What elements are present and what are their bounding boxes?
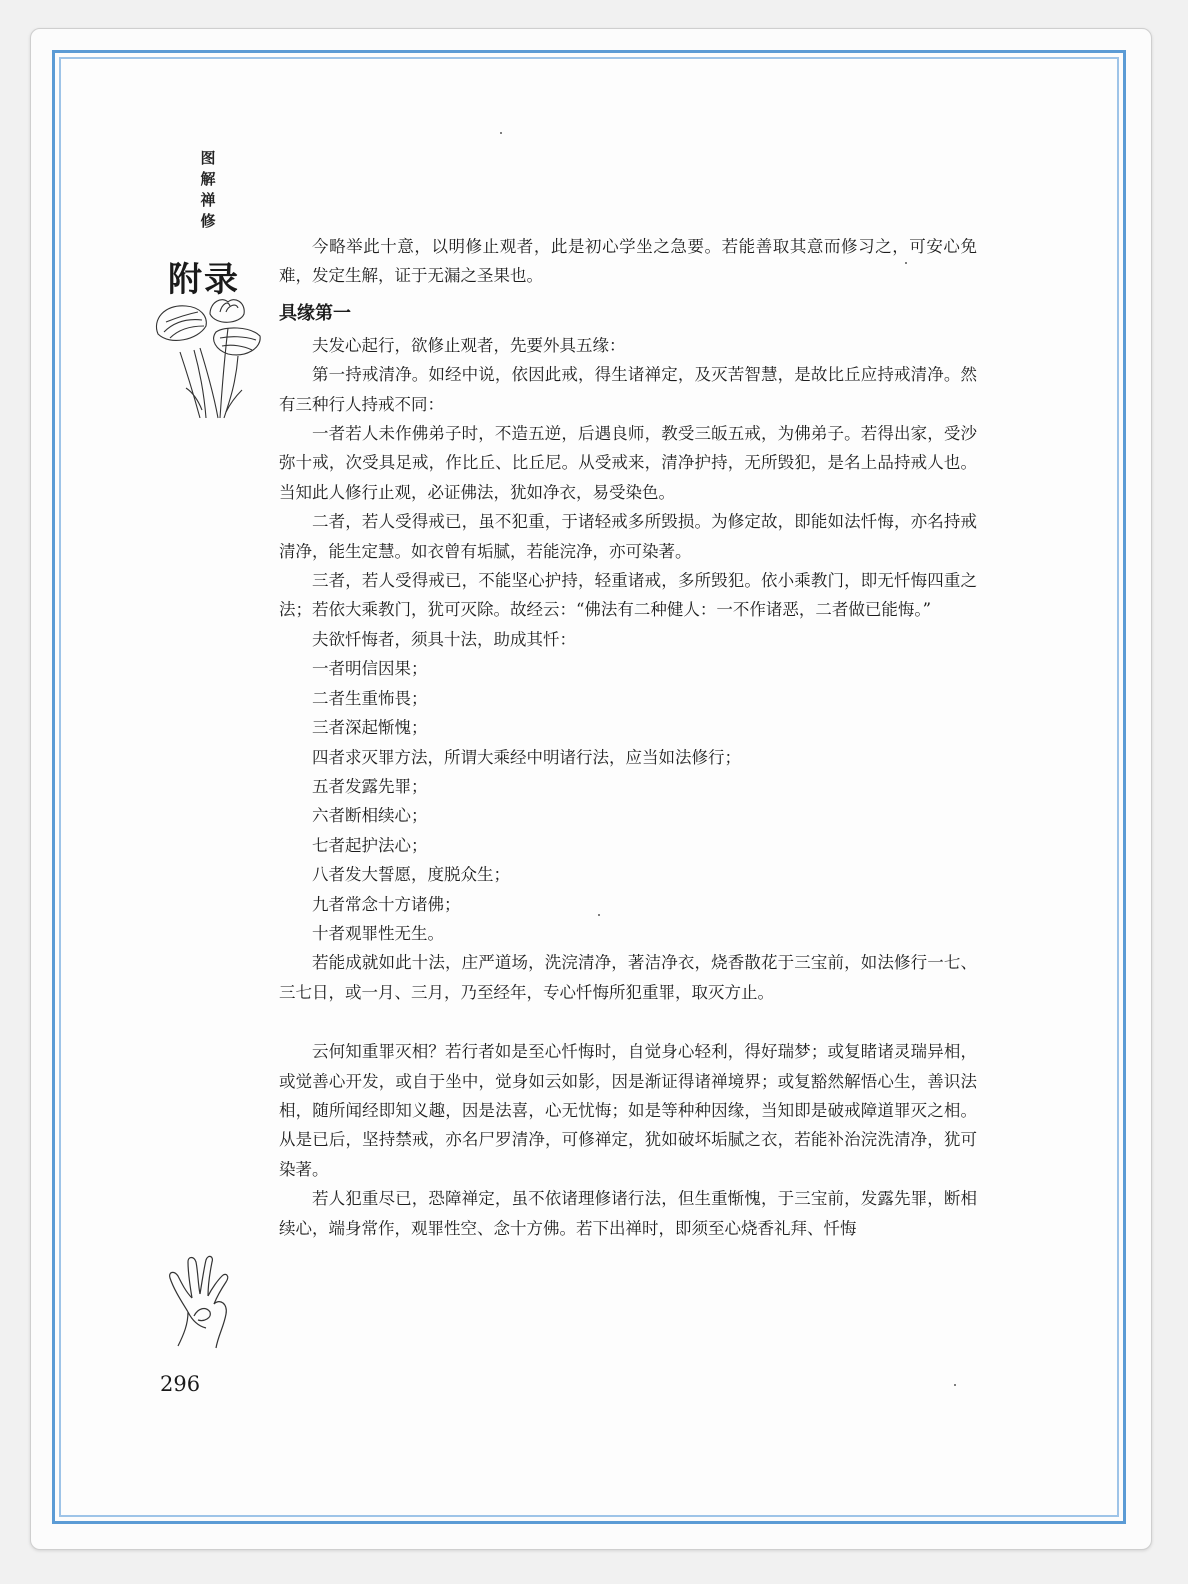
- paragraph-gap: [279, 1007, 977, 1037]
- page-number: 296: [160, 1372, 201, 1396]
- appendix-label: 附录: [168, 260, 240, 300]
- paragraph: 夫发心起行，欲修止观者，先要外具五缘：: [312, 335, 626, 355]
- book-title-vertical: [196, 148, 220, 232]
- list-item: 九者常念十方诸佛；: [312, 894, 461, 914]
- scan-speck: [598, 914, 600, 916]
- list-item: 三者深起惭愧；: [312, 718, 428, 738]
- lotus-icon: [150, 292, 268, 422]
- list-item: 六者断相续心；: [312, 806, 428, 826]
- scan-speck: [500, 132, 502, 134]
- list-item: 十者观罪性无生。: [312, 923, 444, 943]
- mudra-hand-icon: [158, 1250, 240, 1350]
- book-title-char: 图: [200, 149, 216, 167]
- section-heading: 具缘第一: [279, 302, 351, 324]
- paragraph: 若人犯重尽已，恐障禅定，虽不依诸理修诸行法，但生重惭愧，于三宝前，发露先罪，断相续心，端身常作，观罪性空、念十方佛。若下出禅时，即须至心烧香礼拜、忏悔: [279, 1189, 977, 1238]
- paragraph: 第一持戒清净。如经中说，依因此戒，得生诸禅定，及灭苦智慧，是故比丘应持戒清净。然有三种行人持戒不同：: [279, 365, 977, 414]
- paragraph: 二者，若人受得戒已，虽不犯重，于诸轻戒多所毁损。为修定故，即能如法忏悔，亦名持戒清净，能生定慧。如衣曾有垢腻，若能浣净，亦可染著。: [279, 512, 977, 561]
- list-item: 七者起护法心；: [312, 835, 428, 855]
- list-item: 二者生重怖畏；: [312, 688, 428, 708]
- book-title-char: 修: [200, 212, 216, 230]
- paragraph: 夫欲忏悔者，须具十法，助成其忏：: [312, 629, 576, 649]
- list-item: 一者明信因果；: [312, 659, 428, 679]
- scan-speck: [954, 1384, 956, 1386]
- scan-speck: [905, 262, 907, 264]
- list-item: 四者求灭罪方法，所谓大乘经中明诸行法，应当如法修行；: [312, 747, 741, 767]
- body-text: [279, 232, 977, 1243]
- book-title-char: 解: [200, 170, 216, 188]
- paragraph: 若能成就如此十法，庄严道场，洗浣清净，著洁净衣，烧香散花于三宝前，如法修行一七、三七日，或一月、三月，乃至经年，专心忏悔所犯重罪，取灭方止。: [279, 953, 977, 1002]
- paragraph: 云何知重罪灭相？若行者如是至心忏悔时，自觉身心轻利，得好瑞梦；或复睹诸灵瑞异相，或觉善心开发，或自于坐中，觉身如云如影，因是渐证得诸禅境界；或复豁然解悟心生，善识法相，随所闻经即知义趣，因是法喜，心无忧悔；如是等种种因缘，当知即是破戒障道罪灭之相。从是已后，坚持禁戒，亦名尸罗清净，可修禅定，犹如破坏垢腻之衣，若能补治浣洗清净，犹可染著。: [279, 1042, 977, 1179]
- paragraph: 三者，若人受得戒已，不能坚心护持，轻重诸戒，多所毁犯。依小乘教门，即无忏悔四重之法；若依大乘教门，犹可灭除。故经云：“佛法有二种健人：一不作诸恶，二者做已能悔。”: [279, 571, 977, 620]
- list-item: 八者发大誓愿，度脱众生；: [312, 865, 510, 885]
- list-item: 五者发露先罪；: [312, 776, 428, 796]
- paragraph: 一者若人未作佛弟子时，不造五逆，后遇良师，教受三皈五戒，为佛弟子。若得出家，受沙弥十戒，次受具足戒，作比丘、比丘尼。从受戒来，清净护持，无所毁犯，是名上品持戒人也。当知此人修行止观，必证佛法，犹如净衣，易受染色。: [279, 424, 977, 502]
- book-title-char: 禅: [200, 191, 216, 209]
- intro-paragraph: 今略举此十意，以明修止观者，此是初心学坐之急要。若能善取其意而修习之，可安心免难，发定生解，证于无漏之圣果也。: [279, 237, 977, 286]
